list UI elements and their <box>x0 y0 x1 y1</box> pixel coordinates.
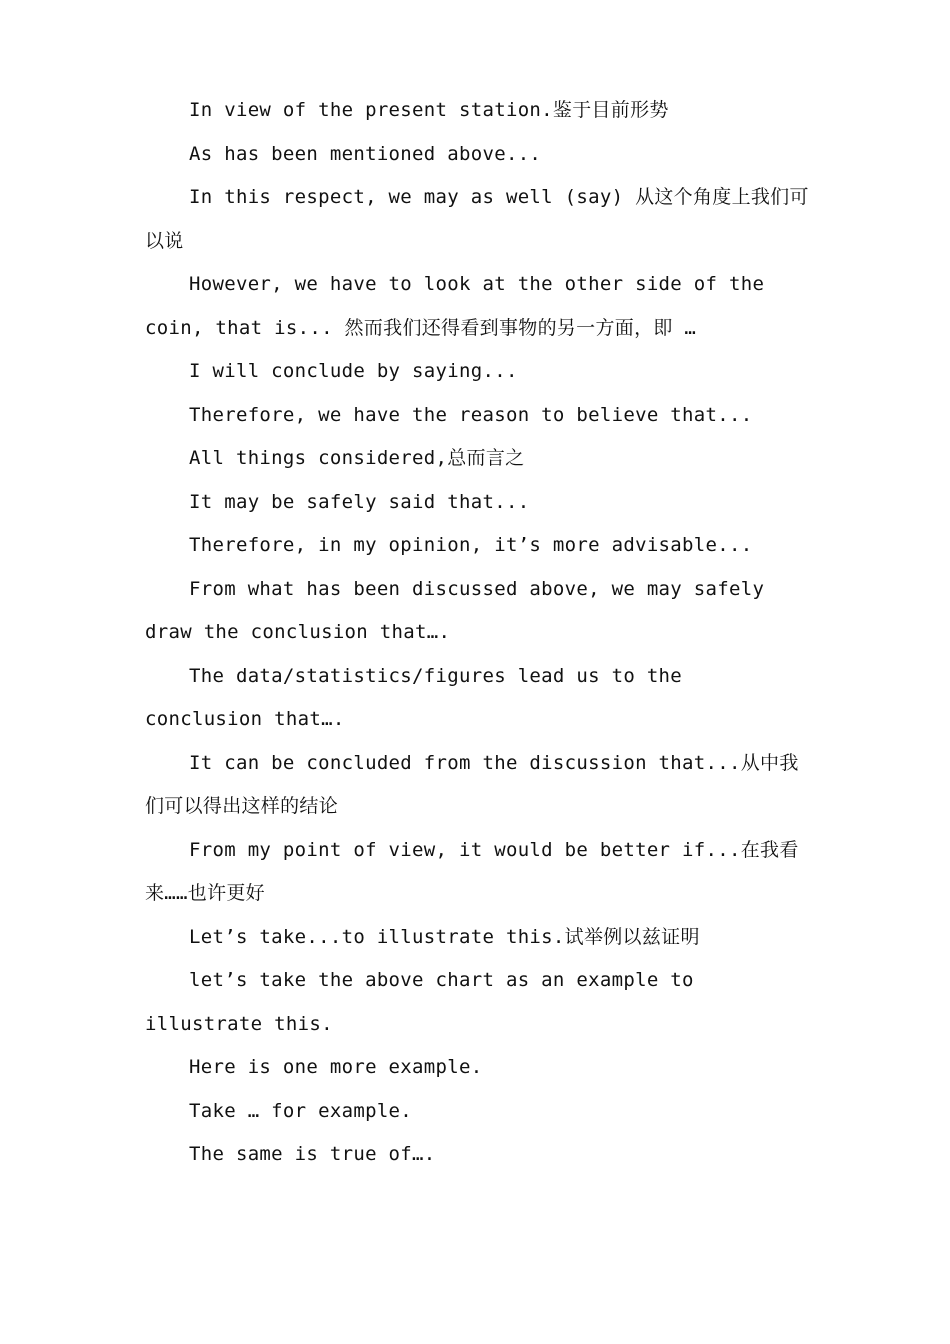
paragraph: Therefore, in my opinion, it’s more advisable... <box>189 534 753 556</box>
paragraph: All things considered,总而言之 <box>189 447 525 469</box>
paragraph: The same is true of…. <box>189 1143 436 1165</box>
paragraph: It may be safely said that... <box>189 490 530 513</box>
paragraph: From my point of view, it would be better if...在我看来……也许更好 <box>145 838 799 904</box>
paragraph: As has been mentioned above... <box>189 142 542 165</box>
paragraph: I will conclude by saying... <box>189 360 518 382</box>
paragraph: Let’s take...to illustrate this.试举例以兹证明 <box>189 925 700 948</box>
paragraph: Take … for example. <box>189 1099 413 1122</box>
paragraph: It can be concluded from the discussion that...从中我们可以得出这样的结论 <box>145 751 799 817</box>
paragraph: The data/statistics/figures lead us to the conclusion that…. <box>145 664 683 730</box>
paragraph: In this respect, we may as well (say) 从这个角度上我们可以说 <box>145 186 809 252</box>
paragraph: Here is one more example. <box>189 1056 483 1078</box>
paragraph: However, we have to look at the other side of the coin, that is... 然而我们还得看到事物的另一方面，即 … <box>145 273 765 339</box>
paragraph: In view of the present station.鉴于目前形势 <box>189 99 669 121</box>
paragraph: let’s take the above chart as an example to illustrate this. <box>145 969 694 1035</box>
paragraph: Therefore, we have the reason to believe that... <box>189 403 753 426</box>
document-body <box>145 89 810 1177</box>
paragraph: From what has been discussed above, we may safely draw the conclusion that…. <box>145 577 765 643</box>
